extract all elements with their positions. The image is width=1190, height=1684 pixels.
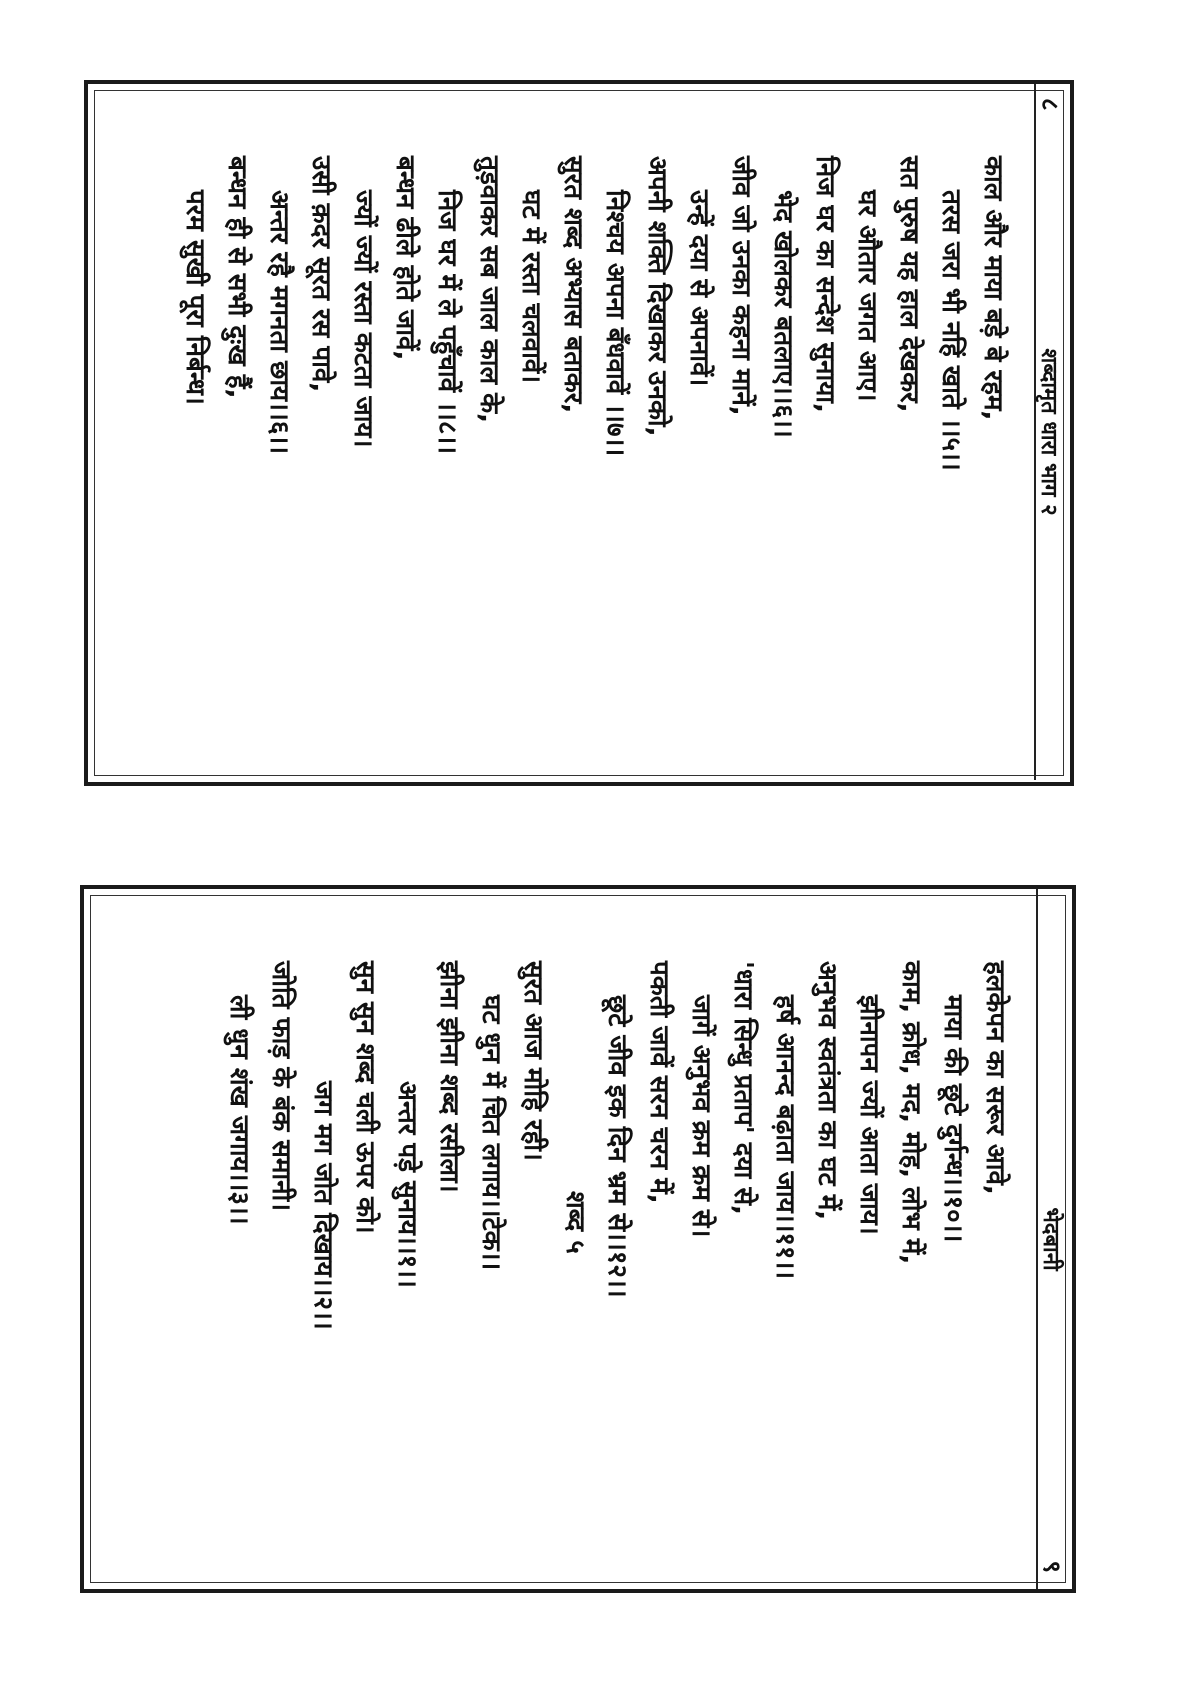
verse-line: तुड़वाकर सब जाल काल के, [474, 156, 504, 423]
verse-line: पकती जावें सरन चरन में, [644, 961, 674, 1204]
verse-line: उसी क़दर सूरत रस पावे, [306, 156, 336, 393]
verse-list [174, 156, 1014, 760]
page-number: ८ [1036, 98, 1064, 111]
running-header-title: भेदबानी [1038, 1207, 1063, 1271]
verse-line: निज घर का सन्देश सुनाया, [810, 156, 840, 413]
section-heading: शब्द ५ [560, 1191, 590, 1254]
verse-line: जोति फाड़ के बंक समानी। [266, 961, 296, 1212]
verse-line: हलकेपन का सरूर आवे, [980, 961, 1010, 1195]
verse-line: घर औतार जगत आए। [852, 190, 882, 402]
verse-line: माया की छूटे दुर्गन्ध।।१०।। [938, 995, 968, 1243]
verse-line: हर्ष आनन्द बढ़ाता जाय।।११।। [770, 995, 800, 1280]
verse-line: काल और माया बड़े बे रहम, [978, 156, 1008, 421]
verse-line: सुरत आज मोहि रही। [518, 961, 548, 1161]
verse-line: तरस जरा भी नहिं खाते ।।५।। [936, 190, 966, 471]
bottom-page [86, 889, 1072, 1589]
verse-line: ज्यों ज्यों रस्ता कटता जाय। [348, 190, 378, 448]
verse-line: बन्धन ढीले होते जावें, [390, 156, 420, 361]
verse-line: सत पुरुष यह हाल देखकर, [894, 156, 924, 413]
top-page [90, 84, 1070, 780]
bottom-page-header [1036, 889, 1072, 1589]
verse-list [218, 961, 1016, 1569]
verse-line: निश्चय अपना बँधवावें ।।७।। [600, 190, 630, 457]
running-header-title: शब्दामृत धारा भाग २ [1036, 348, 1061, 516]
verse-line: झीना झीना शब्द रसीला। [434, 961, 464, 1193]
verse-line: सुन सुन शब्द चली ऊपर को। [350, 961, 380, 1234]
verse-line: अपनी शक्ति दिखाकर उनको, [642, 156, 672, 437]
verse-line: परम सुखी पूरा निर्बन्ध। [180, 190, 210, 405]
verse-line: झीनापन ज्यों आता जाय। [854, 995, 884, 1235]
verse-line: निज घर में ले पहुँचावें ।।८।। [432, 190, 462, 455]
verse-line: छूटे जीव इक दिन भ्रम से।।१२।। [602, 995, 632, 1298]
verse-line: जीव जो उनका कहना मानें, [726, 156, 756, 416]
verse-line: ली धुन शंख जगाय।।३।। [224, 995, 254, 1225]
verse-line: भेद खोलकर बतलाए।।६।। [768, 190, 798, 438]
verse-line: बन्धन ही से सभी दुःख हैं, [222, 156, 252, 399]
verse-line: सुरत शब्द अभ्यास बताकर, [558, 156, 588, 414]
verse-line: जग मग जोत दिखाय।।२।। [308, 1081, 338, 1330]
page-number: ९ [1038, 1560, 1066, 1573]
verse-line: घट धुन में चित लगाय।।टेक।। [476, 995, 506, 1271]
verse-line: काम, क्रोध, मद, मोह, लोभ में, [896, 961, 926, 1265]
verse-line: अन्तर रहै मगनता छाय।।६।। [264, 190, 294, 455]
top-page-header [1034, 84, 1070, 780]
verse-line: अनुभव स्वतंत्रता का घट में, [812, 961, 842, 1221]
verse-line: जागें अनुभव क्रम क्रम से। [686, 995, 716, 1238]
verse-line: उन्हें दया से अपनावें। [684, 190, 714, 387]
verse-line: 'धारा सिन्धु प्रताप' दया से, [728, 961, 758, 1215]
verse-line: घट में रस्ता चलवावें। [516, 190, 546, 384]
verse-line: अन्तर पड़े सुनाय।।१।। [392, 1081, 422, 1288]
